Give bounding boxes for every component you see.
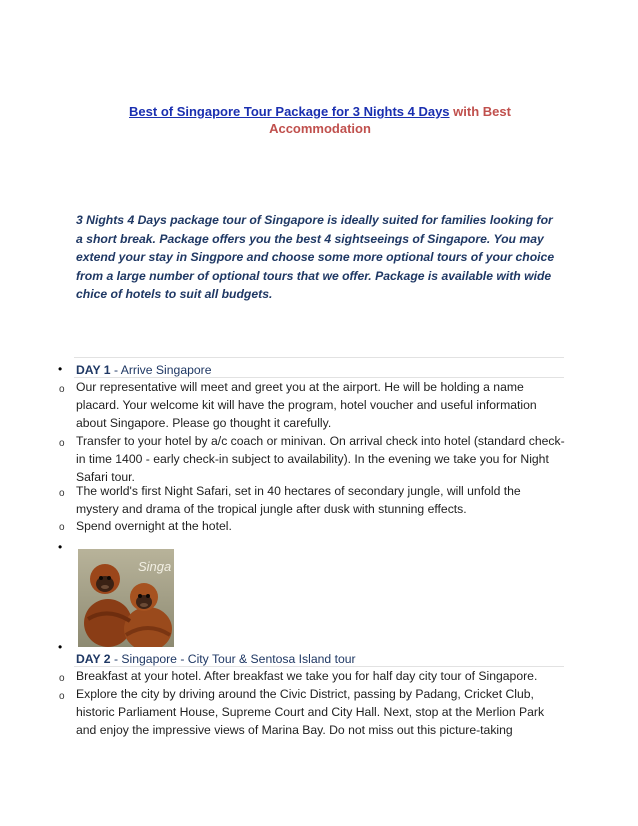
day1-title: - Arrive Singapore [110,363,212,377]
intro-paragraph: 3 Nights 4 Days package tour of Singapore is ideally suited for families looking for a short break. Package offers you the best 4 sightseeings of Singapore. You may extend your stay in Singpore and choose some more optional tours of your choice from a large number of optional tours that we offer. Package is available with wide chice of hotels to suit all budgets. [76,213,555,302]
day2-item: Explore the city by driving around the Civic District, passing by Padang, Cricket Club, historic Parliament House, Supreme Court and City Hall. Next, stop at the Merlion Park and enjoy the impressive views of Marina Bay. Do not miss out this picture-taking [76,687,545,737]
day1-heading [76,362,212,378]
day2-item: Breakfast at your hotel. After breakfast we take you for half day city tour of Singapore. [76,669,538,683]
sub-bullet-icon: o [59,691,65,702]
day2-title: - Singapore - City Tour & Sentosa Island tour [110,652,356,666]
day2-label: DAY 2 [76,652,111,666]
sub-bullet-icon: o [59,673,65,684]
sub-bullet-icon: o [59,488,65,499]
title-link[interactable]: Best of Singapore Tour Package for 3 Nights 4 Days [129,104,450,119]
photo-caption: Singa [138,559,172,574]
bullet-icon: • [58,640,63,654]
divider [74,357,564,358]
sub-bullet-icon: o [59,522,65,533]
orangutan-image [78,549,174,647]
page-title [90,103,550,137]
sub-bullet-icon: o [59,438,65,449]
day1-item: Our representative will meet and greet you at the airport. He will be holding a name placard. Your welcome kit will have the program, hotel voucher and useful information about Singapore. Please go thought it carefully. [76,380,537,430]
sub-bullet-icon: o [59,384,65,395]
day1-label: DAY 1 [76,363,111,377]
day1-item: Transfer to your hotel by a/c coach or minivan. On arrival check into hotel (standard check-in time 1400 - early check-in subject to availability). In the evening we take you for Night Safari tour. [76,434,565,484]
day1-item: The world's first Night Safari, set in 40 hectares of secondary jungle, will unfold the mystery and drama of the tropical jungle after dusk with stunning effects. [76,484,521,516]
bullet-icon: • [58,540,63,554]
bullet-icon: • [58,362,63,376]
day1-item: Spend overnight at the hotel. [76,519,232,533]
day2-heading [76,651,356,667]
orangutan-photo [78,549,174,647]
title-suffix: with Best Accommodation [269,104,511,136]
